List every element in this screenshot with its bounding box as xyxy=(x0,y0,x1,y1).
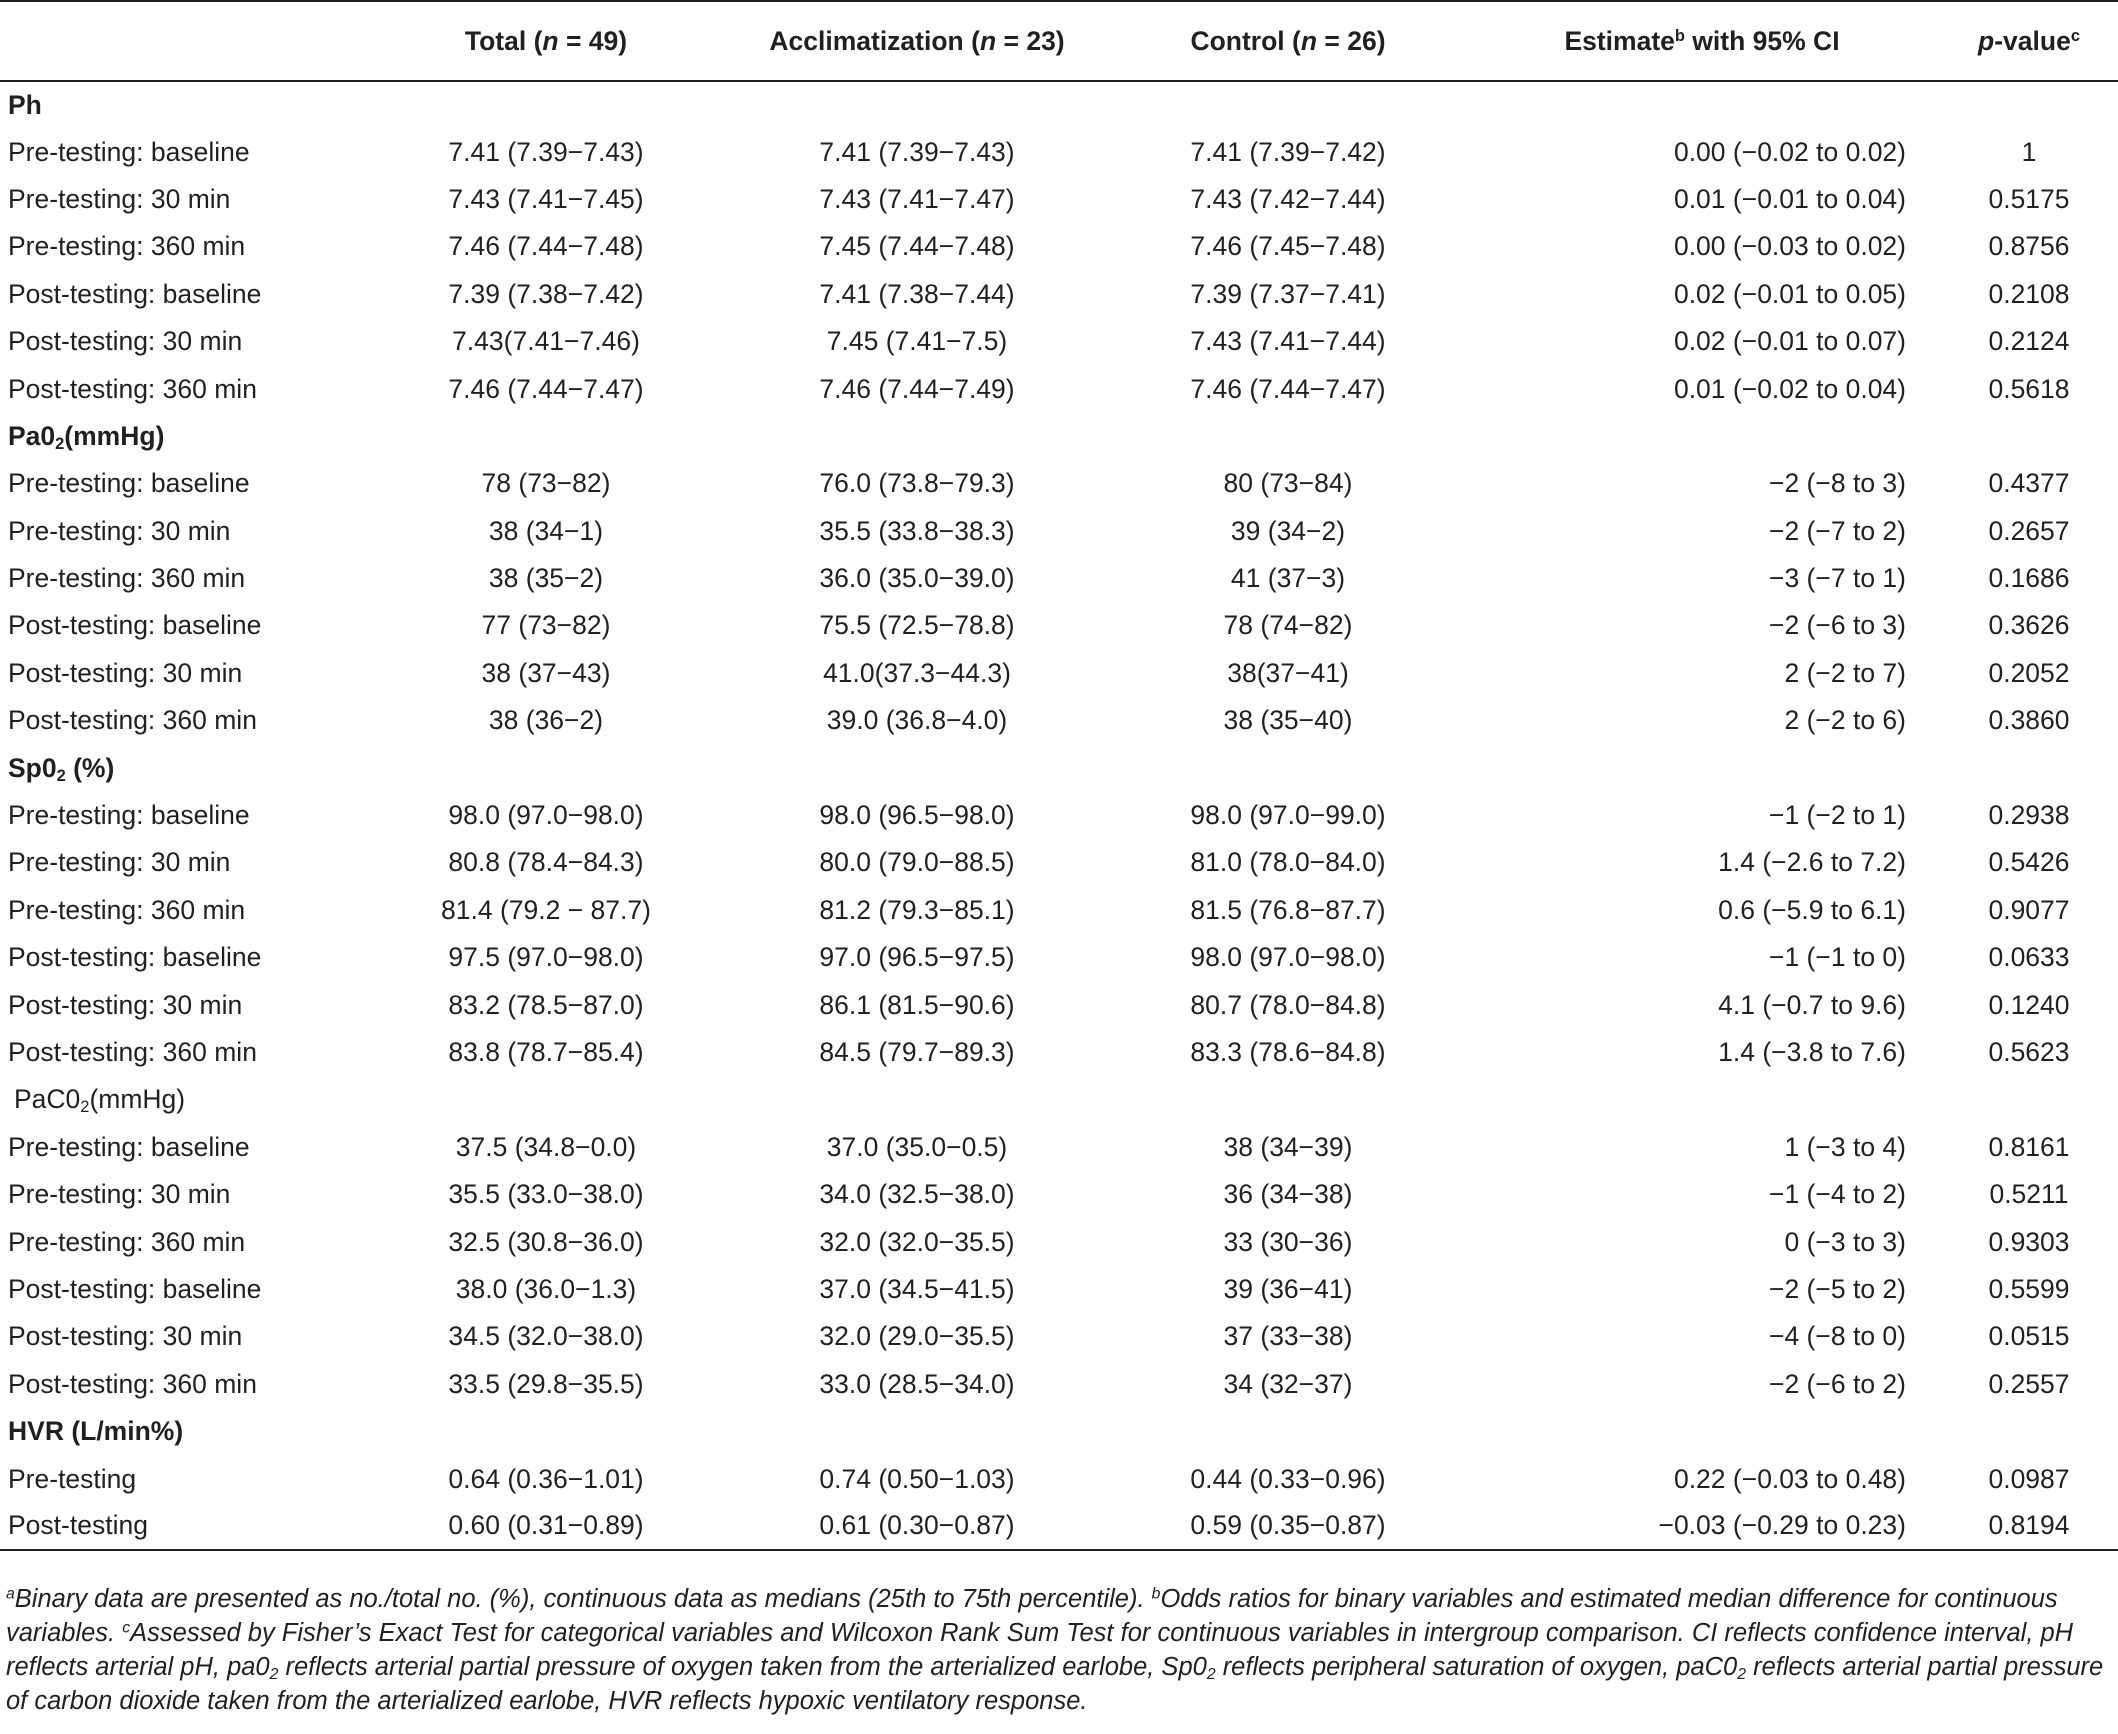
acclimatization-value: 36.0 (35.0−39.0) xyxy=(819,563,1015,594)
acclimatization-value: 7.43 (7.41−7.47) xyxy=(819,183,1015,214)
header-pvalue xyxy=(1940,1,2118,81)
estimate-value: 1.4 (−3.8 to 7.6) xyxy=(1718,1037,1906,1067)
estimate-value: −1 (−1 to 0) xyxy=(1768,942,1906,973)
total-value: 35.5 (33.0−38.0) xyxy=(448,1179,644,1210)
table-row xyxy=(0,981,2118,1028)
total-value: 78 (73−82) xyxy=(481,468,611,499)
table-row xyxy=(0,318,2118,365)
control-value: 38 (34−39) xyxy=(1223,1131,1353,1162)
section-title-subscript: 2 xyxy=(56,766,66,785)
acclimatization-value: 98.0 (96.5−98.0) xyxy=(819,800,1015,831)
row-label: Pre-testing: 30 min xyxy=(8,183,231,214)
p-value: 0.0515 xyxy=(1988,1321,2070,1352)
p-value: 0.2557 xyxy=(1988,1368,2070,1399)
p-value: 0.9303 xyxy=(1988,1226,2070,1257)
acclimatization-value: 76.0 (73.8−79.3) xyxy=(819,468,1015,499)
row-label: Pre-testing: 360 min xyxy=(8,1226,246,1257)
control-value: 81.0 (78.0−84.0) xyxy=(1190,847,1386,878)
total-value: 34.5 (32.0−38.0) xyxy=(448,1321,644,1352)
header-acclimatization: Acclimatization (n = 23) xyxy=(722,1,1112,81)
control-value: 36 (34−38) xyxy=(1223,1179,1353,1210)
acclimatization-value: 75.5 (72.5−78.8) xyxy=(819,610,1015,641)
total-value: 7.43(7.41−7.46) xyxy=(452,326,640,357)
p-value: 0.1240 xyxy=(1988,989,2070,1020)
header-pvalue-label: -value xyxy=(1994,25,2071,56)
footnote-a-text: Binary data are presented as no./total no. (%), continuous data as medians (25th to 75th percentile). xyxy=(14,1585,1152,1613)
row-label: Pre-testing: 30 min xyxy=(8,1179,231,1210)
section-title-subscript: 2 xyxy=(80,1098,90,1117)
acclimatization-value: 32.0 (29.0−35.5) xyxy=(819,1321,1015,1352)
p-value: 0.8194 xyxy=(1940,1503,2118,1550)
p-value: 0.2124 xyxy=(1988,326,2070,357)
total-value: 77 (73−82) xyxy=(481,610,611,641)
control-value: 34 (32−37) xyxy=(1223,1368,1353,1399)
p-value: 0.0633 xyxy=(1988,942,2070,973)
table-footnotes xyxy=(6,1582,2112,1718)
control-value: 37 (33−38) xyxy=(1223,1321,1353,1352)
table-row xyxy=(0,223,2118,270)
row-label: Pre-testing: baseline xyxy=(8,468,250,499)
p-value: 0.5599 xyxy=(1988,1273,2070,1304)
row-label: Pre-testing: 30 min xyxy=(8,515,231,546)
section-title-text: Ph xyxy=(8,89,42,120)
acclimatization-value: 7.41 (7.38−7.44) xyxy=(819,278,1015,309)
total-value: 38 (37−43) xyxy=(481,657,611,688)
row-label: Post-testing: 360 min xyxy=(8,705,257,736)
acclimatization-value: 37.0 (35.0−0.5) xyxy=(826,1131,1008,1162)
estimate-value: 0 (−3 to 3) xyxy=(1784,1226,1906,1257)
row-label: Post-testing: 30 min xyxy=(8,657,243,688)
control-value: 38 (35−40) xyxy=(1223,705,1353,736)
table-row xyxy=(0,602,2118,649)
control-value: 7.46 (7.45−7.48) xyxy=(1190,231,1386,262)
total-value: 81.4 (79.2 − 87.7) xyxy=(441,894,651,925)
row-label: Post-testing: 30 min xyxy=(8,989,243,1020)
table-row xyxy=(0,128,2118,175)
total-value: 7.43 (7.41−7.45) xyxy=(448,183,644,214)
section-title xyxy=(0,413,2118,460)
p-value: 0.1686 xyxy=(1988,563,2070,594)
table-row xyxy=(0,887,2118,934)
table-row xyxy=(0,460,2118,507)
footnote-text-2: reflects arterial partial pressure of oxygen taken from the arterialized earlobe, Sp0 xyxy=(278,1653,1207,1681)
n-symbol: n xyxy=(1300,25,1318,56)
control-value: 7.39 (7.37−7.41) xyxy=(1190,278,1386,309)
total-value: 7.41 (7.39−7.43) xyxy=(448,136,644,167)
footnote-sub-3: 2 xyxy=(1737,1665,1747,1683)
row-label: Post-testing: baseline xyxy=(8,278,262,309)
n-symbol: n xyxy=(979,25,997,56)
control-value: 98.0 (97.0−98.0) xyxy=(1190,942,1386,973)
total-value: 38.0 (36.0−1.3) xyxy=(455,1273,637,1304)
total-value: 37.5 (34.8−0.0) xyxy=(455,1131,637,1162)
control-value: 33 (30−36) xyxy=(1223,1226,1353,1257)
footnote-a-mark: a xyxy=(6,1585,15,1603)
section-title-unit: (mmHg) xyxy=(89,1084,186,1115)
section-title-subscript: 2 xyxy=(55,435,65,454)
section-title-text: Pa0 xyxy=(8,420,56,451)
p-value: 0.8161 xyxy=(1988,1131,2070,1162)
acclimatization-value: 37.0 (34.5−41.5) xyxy=(819,1273,1015,1304)
control-value: 7.43 (7.42−7.44) xyxy=(1190,183,1386,214)
control-value: 81.5 (76.8−87.7) xyxy=(1190,894,1386,925)
section-header-row xyxy=(0,744,2118,791)
row-label: Pre-testing: 360 min xyxy=(8,231,246,262)
acclimatization-value: 97.0 (96.5−97.5) xyxy=(819,942,1015,973)
table-row xyxy=(0,1313,2118,1360)
control-value: 83.3 (78.6−84.8) xyxy=(1190,1037,1386,1067)
section-header-row xyxy=(0,1076,2118,1123)
estimate-value: −4 (−8 to 0) xyxy=(1768,1321,1906,1352)
acclimatization-value: 0.61 (0.30−0.87) xyxy=(722,1503,1112,1550)
estimate-value: −2 (−7 to 2) xyxy=(1768,515,1906,546)
row-label: Pre-testing xyxy=(8,1463,137,1494)
control-value: 39 (36−41) xyxy=(1223,1273,1353,1304)
estimate-value: 0.00 (−0.03 to 0.02) xyxy=(1673,231,1906,262)
footnote-b-text: Odds ratios for binary variables and estimated median difference for continuous variables. xyxy=(6,1585,2058,1647)
table-row xyxy=(0,1124,2118,1171)
control-value: 98.0 (97.0−99.0) xyxy=(1190,800,1386,831)
row-label: Post-testing: 360 min xyxy=(8,1368,257,1399)
p-value: 0.2108 xyxy=(1988,278,2070,309)
row-label: Pre-testing: 30 min xyxy=(8,847,231,878)
p-value: 0.0987 xyxy=(1988,1463,2070,1494)
table-row xyxy=(0,1171,2118,1218)
section-title xyxy=(0,81,2118,128)
section-title xyxy=(0,744,2118,791)
footnote-c-text: Assessed by Fisher’s Exact Test for categorical variables and Wilcoxon Rank Sum Test for continuous variables in intergroup comparison. CI reflects confidence interval, pH reflects arterial pH, pa0 xyxy=(6,1619,2074,1681)
row-label: Pre-testing: 360 min xyxy=(8,894,246,925)
estimate-value: −0.03 (−0.29 to 0.23) xyxy=(1464,1503,1940,1550)
total-value: 7.46 (7.44−7.47) xyxy=(448,373,644,404)
p-value: 0.3626 xyxy=(1988,610,2070,641)
estimate-value: 1 (−3 to 4) xyxy=(1784,1131,1906,1162)
row-label: Post-testing: baseline xyxy=(8,942,262,973)
acclimatization-value: 39.0 (36.8−4.0) xyxy=(826,705,1008,736)
p-value: 0.5618 xyxy=(1988,373,2070,404)
table-row xyxy=(0,271,2118,318)
estimate-value: −1 (−2 to 1) xyxy=(1768,800,1906,831)
header-blank xyxy=(0,1,370,81)
acclimatization-value: 84.5 (79.7−89.3) xyxy=(819,1037,1015,1067)
table-row xyxy=(0,697,2118,744)
total-value: 98.0 (97.0−98.0) xyxy=(448,800,644,831)
total-value: 97.5 (97.0−98.0) xyxy=(448,942,644,973)
section-title xyxy=(0,1408,2118,1455)
p-value: 0.5426 xyxy=(1988,847,2070,878)
p-value: 0.2938 xyxy=(1988,800,2070,831)
control-value: 80.7 (78.0−84.8) xyxy=(1190,989,1386,1020)
header-estimate-sup: b xyxy=(1674,26,1685,45)
estimate-value: −2 (−5 to 2) xyxy=(1768,1273,1906,1304)
table-row xyxy=(0,1361,2118,1408)
control-value: 7.46 (7.44−7.47) xyxy=(1190,373,1386,404)
header-pvalue-p: p xyxy=(1978,25,1995,56)
table-row xyxy=(0,365,2118,412)
p-value: 0.5175 xyxy=(1988,183,2070,214)
row-label: Pre-testing: baseline xyxy=(8,136,250,167)
footnote-text-4: reflects arterial partial pressure of carbon dioxide taken from the arterialized earlobe, HVR reflects hypoxic ventilatory response. xyxy=(6,1653,2104,1715)
acclimatization-value: 41.0(37.3−44.3) xyxy=(823,657,1011,688)
total-value: 7.39 (7.38−7.42) xyxy=(448,278,644,309)
estimate-value: 0.02 (−0.01 to 0.05) xyxy=(1673,278,1906,309)
total-value: 80.8 (78.4−84.3) xyxy=(448,847,644,878)
n-symbol: n xyxy=(542,25,559,56)
control-value: 7.41 (7.39−7.42) xyxy=(1190,136,1386,167)
row-label: Pre-testing: 360 min xyxy=(8,563,246,594)
estimate-value: 0.22 (−0.03 to 0.48) xyxy=(1673,1463,1906,1494)
control-value: 78 (74−82) xyxy=(1223,610,1353,641)
table-row xyxy=(0,1503,2118,1550)
estimate-value: 0.02 (−0.01 to 0.07) xyxy=(1673,326,1906,357)
header-control: Control (n = 26) xyxy=(1112,1,1464,81)
row-label: Pre-testing: baseline xyxy=(8,1131,250,1162)
total-value: 38 (35−2) xyxy=(488,563,604,594)
estimate-value: −2 (−6 to 2) xyxy=(1768,1368,1906,1399)
estimate-value: −2 (−8 to 3) xyxy=(1768,468,1906,499)
table-row xyxy=(0,555,2118,602)
header-estimate-label: Estimate xyxy=(1564,25,1675,56)
control-value: 80 (73−84) xyxy=(1223,468,1353,499)
table-body xyxy=(0,81,2118,1550)
acclimatization-value: 7.41 (7.39−7.43) xyxy=(819,136,1015,167)
p-value: 0.4377 xyxy=(1988,468,2070,499)
row-label: Post-testing: 30 min xyxy=(8,1321,243,1352)
section-title-text: HVR (L/min%) xyxy=(8,1416,184,1447)
total-value: 33.5 (29.8−35.5) xyxy=(448,1368,644,1399)
p-value: 0.5623 xyxy=(1988,1037,2070,1067)
total-value: 0.64 (0.36−1.01) xyxy=(448,1463,644,1494)
acclimatization-value: 81.2 (79.3−85.1) xyxy=(819,894,1015,925)
total-value: 83.8 (78.7−85.4) xyxy=(448,1037,644,1067)
table-row xyxy=(0,792,2118,839)
footnote-b-mark: b xyxy=(1151,1585,1161,1603)
row-label: Post-testing: baseline xyxy=(8,610,262,641)
header-total: Total (n = 49) xyxy=(370,1,722,81)
table-row xyxy=(0,1029,2118,1076)
section-title-text: PaC0 xyxy=(14,1084,81,1115)
table-row xyxy=(0,1218,2118,1265)
estimate-value: 2 (−2 to 7) xyxy=(1784,657,1906,688)
estimate-value: 1.4 (−2.6 to 7.2) xyxy=(1718,847,1906,878)
section-title-unit: (%) xyxy=(65,752,115,783)
p-value: 0.3860 xyxy=(1988,705,2070,736)
acclimatization-value: 33.0 (28.5−34.0) xyxy=(819,1368,1015,1399)
p-value: 0.5211 xyxy=(1989,1179,2069,1210)
section-header-row xyxy=(0,1408,2118,1455)
header-estimate xyxy=(1464,1,1940,81)
control-value: 41 (37−3) xyxy=(1230,563,1346,594)
acclimatization-value: 32.0 (32.0−35.5) xyxy=(819,1226,1015,1257)
p-value: 0.2052 xyxy=(1988,657,2070,688)
total-value: 32.5 (30.8−36.0) xyxy=(448,1226,644,1257)
acclimatization-value: 34.0 (32.5−38.0) xyxy=(819,1179,1015,1210)
p-value: 0.8756 xyxy=(1988,231,2070,262)
row-label: Pre-testing: baseline xyxy=(8,800,250,831)
table-header xyxy=(0,1,2118,81)
estimate-value: 0.6 (−5.9 to 6.1) xyxy=(1718,894,1906,925)
table-row xyxy=(0,650,2118,697)
estimate-value: 4.1 (−0.7 to 9.6) xyxy=(1718,989,1906,1020)
estimate-value: 0.01 (−0.02 to 0.04) xyxy=(1673,373,1906,404)
p-value: 0.9077 xyxy=(1988,894,2070,925)
control-value: 39 (34−2) xyxy=(1230,515,1346,546)
p-value: 1 xyxy=(2021,136,2037,167)
estimate-value: 0.00 (−0.02 to 0.02) xyxy=(1673,136,1906,167)
acclimatization-value: 86.1 (81.5−90.6) xyxy=(819,989,1015,1020)
header-estimate-suffix: with 95% CI xyxy=(1684,25,1840,56)
footnote-c-mark: c xyxy=(122,1619,131,1637)
table-row xyxy=(0,1266,2118,1313)
control-value: 0.59 (0.35−0.87) xyxy=(1112,1503,1464,1550)
estimate-value: −1 (−4 to 2) xyxy=(1768,1179,1906,1210)
total-value: 83.2 (78.5−87.0) xyxy=(448,989,644,1020)
p-value: 0.2657 xyxy=(1988,515,2070,546)
section-title-unit: (mmHg) xyxy=(64,420,165,451)
header-pvalue-sup: c xyxy=(2070,26,2080,45)
acclimatization-value: 80.0 (79.0−88.5) xyxy=(819,847,1015,878)
acclimatization-value: 7.45 (7.41−7.5) xyxy=(826,326,1008,357)
total-value: 7.46 (7.44−7.48) xyxy=(448,231,644,262)
footnote-sub-1: 2 xyxy=(269,1665,279,1683)
control-value: 0.44 (0.33−0.96) xyxy=(1190,1463,1386,1494)
acclimatization-value: 35.5 (33.8−38.3) xyxy=(819,515,1015,546)
total-value: 38 (36−2) xyxy=(488,705,604,736)
table-row xyxy=(0,508,2118,555)
section-title xyxy=(0,1076,2118,1123)
row-label: Post-testing: 30 min xyxy=(8,326,243,357)
control-value: 38(37−41) xyxy=(1227,657,1349,688)
row-label: Post-testing xyxy=(0,1503,370,1550)
acclimatization-value: 7.45 (7.44−7.48) xyxy=(819,231,1015,262)
control-value: 7.43 (7.41−7.44) xyxy=(1190,326,1386,357)
section-title-text: Sp0 xyxy=(8,752,57,783)
row-label: Post-testing: baseline xyxy=(8,1273,262,1304)
table-row xyxy=(0,839,2118,886)
estimate-value: 0.01 (−0.01 to 0.04) xyxy=(1673,183,1906,214)
table-row xyxy=(0,1455,2118,1502)
footnote-text-3: reflects peripheral saturation of oxygen, paC0 xyxy=(1215,1653,1738,1681)
table-row xyxy=(0,176,2118,223)
acclimatization-value: 7.46 (7.44−7.49) xyxy=(819,373,1015,404)
estimate-value: 2 (−2 to 6) xyxy=(1784,705,1906,736)
footnote-sub-2: 2 xyxy=(1206,1665,1216,1683)
total-value: 38 (34−1) xyxy=(488,515,604,546)
estimate-value: −2 (−6 to 3) xyxy=(1768,610,1906,641)
row-label: Post-testing: 360 min xyxy=(8,1037,257,1067)
table-row xyxy=(0,934,2118,981)
acclimatization-value: 0.74 (0.50−1.03) xyxy=(819,1463,1015,1494)
estimate-value: −3 (−7 to 1) xyxy=(1768,563,1906,594)
section-header-row xyxy=(0,413,2118,460)
row-label: Post-testing: 360 min xyxy=(8,373,257,404)
section-header-row xyxy=(0,81,2118,128)
total-value: 0.60 (0.31−0.89) xyxy=(370,1503,722,1550)
